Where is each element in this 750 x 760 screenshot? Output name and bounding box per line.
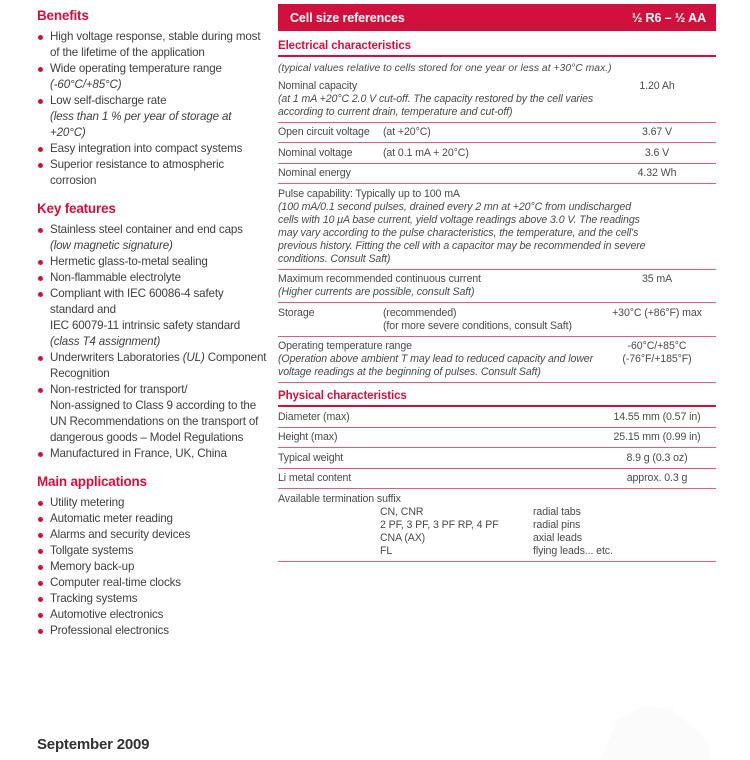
termination-suffix: CN, CNR bbox=[380, 505, 424, 518]
text-segment: Underwriters Laboratories bbox=[50, 351, 183, 364]
row-left bbox=[278, 472, 598, 485]
row-left bbox=[278, 411, 598, 424]
row-value bbox=[598, 147, 716, 160]
row-label: Li metal content bbox=[278, 472, 352, 484]
row-note: (Operation above ambient T may lead to reduced capacity and lower voltage readings at the beginning of pulses. Consult Saft) bbox=[278, 353, 594, 378]
value-primary: 35 mA bbox=[641, 273, 673, 285]
italic-text: (UL) bbox=[182, 351, 205, 364]
section-title: Key features bbox=[37, 201, 116, 216]
italic-text: (low magnetic signature) bbox=[50, 239, 173, 252]
row-label: Available termination suffix bbox=[278, 492, 401, 505]
bullet-item bbox=[37, 575, 267, 591]
text-segment: Tracking systems bbox=[50, 592, 138, 605]
row-value bbox=[598, 431, 716, 444]
electrical-table bbox=[278, 76, 716, 383]
table-row bbox=[278, 448, 716, 469]
bullet-item bbox=[37, 607, 267, 623]
bullet-item bbox=[37, 350, 267, 382]
bullet-item bbox=[37, 623, 267, 639]
table-row bbox=[278, 270, 716, 304]
bullet-item bbox=[37, 270, 267, 286]
row-sublabel: (recommended) bbox=[383, 306, 457, 319]
bullet-item bbox=[37, 495, 267, 511]
row-value bbox=[598, 411, 716, 424]
electrical-intro-note: (typical values relative to cells stored for one year or less at +30°C max.) bbox=[278, 63, 612, 74]
termination-pair bbox=[380, 519, 716, 532]
row-label: Typical weight bbox=[278, 451, 344, 464]
row-value bbox=[598, 126, 716, 139]
row-left bbox=[278, 188, 716, 266]
row-label: Maximum recommended continuous current bbox=[278, 273, 481, 285]
termination-description: radial pins bbox=[533, 518, 581, 531]
text-segment: Non-assigned to Class 9 according to the UN Recommendations on the transport of dangerous goods – Model Regulations bbox=[50, 399, 259, 444]
bullet-item bbox=[37, 543, 267, 559]
value-primary: 4.32 Wh bbox=[637, 167, 677, 179]
row-label: Height (max) bbox=[278, 431, 338, 443]
bullet-item bbox=[37, 446, 267, 462]
bullet-item bbox=[37, 61, 267, 93]
row-value bbox=[598, 167, 716, 180]
text-segment: Stainless steel container and end caps bbox=[50, 223, 243, 236]
value-primary: 3.67 V bbox=[641, 126, 673, 138]
termination-suffix: FL bbox=[380, 544, 393, 557]
bullet-item bbox=[37, 222, 267, 254]
row-sublabels bbox=[383, 307, 598, 333]
termination-description: radial tabs bbox=[533, 505, 581, 518]
table-row bbox=[278, 143, 716, 164]
row-left bbox=[278, 167, 598, 180]
row-sublabel: (for more severe conditions, consult Saft) bbox=[383, 319, 572, 332]
value-primary: 1.20 Ah bbox=[639, 79, 675, 92]
bullet-item bbox=[37, 591, 267, 607]
text-segment: Superior resistance to atmospheric corrosion bbox=[50, 158, 225, 187]
table-row bbox=[278, 76, 716, 123]
text-segment: Tollgate systems bbox=[50, 544, 134, 557]
section-title: Main applications bbox=[37, 474, 147, 489]
termination-pair bbox=[380, 532, 716, 545]
termination-suffix: 2 PF, 3 PF, 3 PF RP, 4 PF bbox=[380, 518, 499, 531]
text-segment: Wide operating temperature range bbox=[50, 62, 222, 75]
label-row bbox=[278, 126, 598, 139]
table-row bbox=[278, 123, 716, 144]
table-row bbox=[278, 469, 716, 490]
value-primary: 25.15 mm (0.99 in) bbox=[613, 431, 701, 443]
value-primary: 14.55 mm (0.57 in) bbox=[613, 410, 701, 423]
value-primary: 3.6 V bbox=[644, 146, 670, 159]
italic-text: (-60°C/+85°C) bbox=[50, 78, 122, 91]
banner-size-range: ½ R6 – ½ AA bbox=[631, 10, 706, 25]
row-left bbox=[278, 147, 598, 160]
row-note: (Higher currents are possible, consult Saft) bbox=[278, 286, 475, 298]
row-value bbox=[598, 80, 716, 93]
termination-suffix: CNA (AX) bbox=[380, 531, 426, 544]
value-primary: -60°C/+85°C bbox=[627, 340, 687, 352]
table-row bbox=[278, 428, 716, 449]
table-row bbox=[278, 337, 716, 384]
row-left bbox=[278, 80, 598, 119]
bullet-item bbox=[37, 254, 267, 270]
bullet-item bbox=[37, 511, 267, 527]
text-segment: Low self-discharge rate bbox=[50, 94, 167, 107]
row-label: Pulse capability: Typically up to 100 mA bbox=[278, 187, 460, 200]
row-note: (at 1 mA +20°C 2.0 V cut-off. The capacity restored by the cell varies according to current drain, temperature and cut-off) bbox=[278, 92, 594, 118]
termination-description: flying leads... etc. bbox=[533, 544, 613, 557]
row-value bbox=[598, 452, 716, 465]
row-value bbox=[598, 273, 716, 286]
electrical-characteristics-heading: Electrical characteristics bbox=[278, 31, 716, 57]
row-label: Nominal capacity bbox=[278, 79, 358, 92]
section-title: Benefits bbox=[37, 8, 89, 23]
characteristics-panel bbox=[278, 4, 716, 562]
label-row bbox=[278, 147, 598, 160]
text-segment: Automatic meter reading bbox=[50, 512, 173, 525]
value-primary: +30°C (+86°F) max bbox=[612, 306, 702, 319]
row-value bbox=[598, 472, 716, 485]
row-label: Nominal energy bbox=[278, 167, 351, 179]
text-segment: High voltage response, stable during most of the lifetime of the application bbox=[50, 30, 261, 59]
label-row bbox=[278, 307, 598, 333]
bullet-item bbox=[37, 93, 267, 141]
bullet-list bbox=[37, 495, 267, 639]
row-sublabels bbox=[383, 147, 598, 160]
italic-text: (less than 1 % per year of storage at +20°C) bbox=[50, 110, 232, 139]
row-left bbox=[278, 126, 598, 139]
bullet-list bbox=[37, 29, 267, 189]
row-left bbox=[278, 307, 598, 333]
text-segment: Component Recognition bbox=[50, 351, 267, 380]
termination-description: axial leads bbox=[533, 531, 582, 544]
bullet-item bbox=[37, 286, 267, 350]
text-segment: IEC 60079-11 intrinsic safety standard bbox=[50, 319, 240, 332]
value-primary: approx. 0.3 g bbox=[626, 472, 688, 484]
italic-text: (class T4 assignment) bbox=[50, 335, 161, 348]
row-left bbox=[278, 431, 598, 444]
text-segment: Memory back-up bbox=[50, 560, 135, 573]
row-sublabel: (at 0.1 mA + 20°C) bbox=[383, 146, 469, 159]
row-sublabels bbox=[383, 126, 598, 139]
row-left bbox=[278, 273, 598, 299]
cell-size-banner bbox=[278, 4, 716, 31]
text-segment: Compliant with IEC 60086-4 safety standard and bbox=[50, 287, 224, 316]
bullet-item bbox=[37, 527, 267, 543]
bullet-item bbox=[37, 157, 267, 189]
table-row bbox=[278, 164, 716, 185]
row-label: Storage bbox=[278, 306, 315, 319]
text-segment: Automotive electronics bbox=[50, 608, 164, 621]
row-sublabel: (at +20°C) bbox=[383, 126, 431, 138]
table-row bbox=[278, 407, 716, 428]
row-label: Operating temperature range bbox=[278, 340, 412, 352]
text-segment: Non-flammable electrolyte bbox=[50, 271, 181, 284]
termination-pair bbox=[380, 545, 716, 558]
bullet-item bbox=[37, 559, 267, 575]
bullet-item bbox=[37, 141, 267, 157]
row-value bbox=[598, 307, 716, 320]
row-label: Diameter (max) bbox=[278, 410, 350, 423]
value-primary: 8.9 g (0.3 oz) bbox=[626, 451, 688, 464]
row-left bbox=[278, 452, 598, 465]
table-row bbox=[278, 489, 716, 562]
bullet-list bbox=[37, 222, 267, 462]
row-left bbox=[278, 340, 598, 379]
bullet-item bbox=[37, 382, 267, 446]
text-segment: Hermetic glass-to-metal sealing bbox=[50, 255, 208, 268]
text-segment: Easy integration into compact systems bbox=[50, 142, 243, 155]
physical-characteristics-heading: Physical characteristics bbox=[278, 383, 716, 407]
bullet-item bbox=[37, 29, 267, 61]
text-segment: Manufactured in France, UK, China bbox=[50, 447, 227, 460]
text-segment: Alarms and security devices bbox=[50, 528, 191, 541]
value-secondary: (-76°F/+185°F) bbox=[622, 353, 692, 365]
text-segment: Computer real-time clocks bbox=[50, 576, 181, 589]
text-segment: Non-restricted for transport/ bbox=[50, 383, 188, 396]
row-value bbox=[598, 340, 716, 366]
physical-table bbox=[278, 407, 716, 562]
row-note: (100 mA/0.1 second pulses, drained every 2 mn at +20°C from undischarged cells with 10 μA base current, yield voltage readings above 3.0 V. The readings may vary according to the pulse characteristics, the temperature, and the cell's previous history. Fitting the cell with a capacitor may be recommended in severe conditions. Consult Saft) bbox=[278, 200, 646, 265]
row-left bbox=[278, 493, 716, 558]
table-row bbox=[278, 303, 716, 337]
table-row bbox=[278, 184, 716, 270]
text-segment: Professional electronics bbox=[50, 624, 169, 637]
watermark bbox=[600, 700, 710, 760]
row-label: Nominal voltage bbox=[278, 146, 353, 159]
left-column bbox=[37, 8, 267, 639]
publication-date: September 2009 bbox=[37, 736, 150, 753]
termination-pair bbox=[380, 506, 716, 519]
banner-title: Cell size references bbox=[290, 10, 405, 25]
row-label: Open circuit voltage bbox=[278, 126, 370, 138]
text-segment: Utility metering bbox=[50, 496, 125, 509]
